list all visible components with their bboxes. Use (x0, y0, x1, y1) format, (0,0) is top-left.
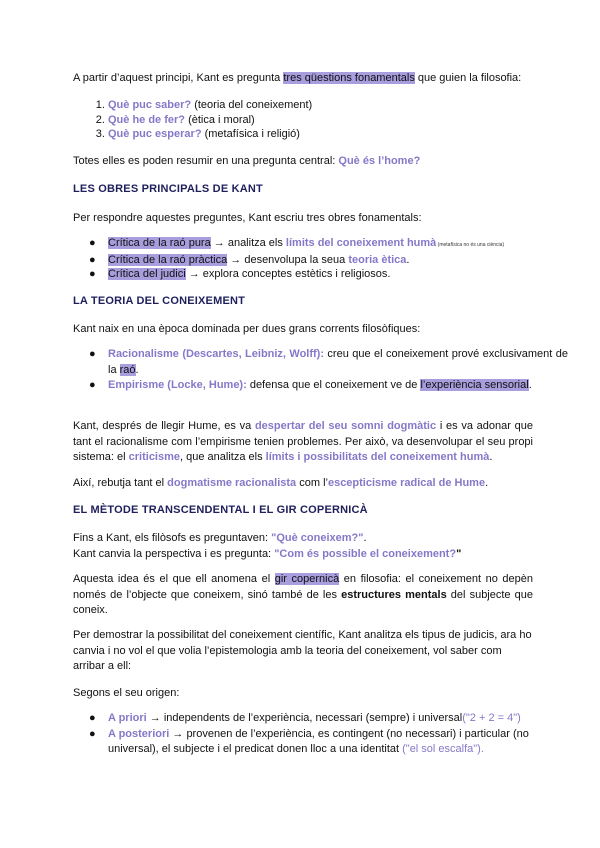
bullet-icon: ● (89, 348, 96, 360)
list-item: ● A priori → independents de l’experiència, necessari (sempre) i universal("2 + 2 = 4") (108, 711, 568, 727)
works-intro: Per respondre aquestes preguntes, Kant escriu tres obres fonamentals: (73, 212, 422, 224)
bullet-icon: ● (89, 268, 96, 280)
list-item: ● Crítica del judici → explora conceptes estètics i religiosos. (89, 268, 391, 280)
judgments-paragraph: Per demostrar la possibilitat del coneixement científic, Kant analitza els tipus de judicis, ara ho canvia i no vol el que volia l’epistemologia amb la teoria del coneixement, vol saber com arribar a ell: (73, 629, 532, 672)
origin-label: Segons el seu origen: (73, 687, 180, 699)
list-item: ● A posteriori → provenen de l’experiència, es contingent (no necessari) i particular (no universal), el subjecte i el predicat donen lloc a una identitat ("el sol escalfa"). (89, 727, 529, 755)
list-item: 1. Què puc saber? (teoria del coneixement) (108, 98, 568, 113)
list-item: 3. Què puc esperar? (metafísica i religió) (108, 127, 568, 142)
bullet-icon: ● (89, 379, 96, 391)
currents-intro: Kant naix en una època dominada per dues grans corrents filosòfiques: (73, 323, 421, 335)
central-question: Què és l’home? (338, 155, 421, 167)
questions-list (73, 98, 568, 142)
hume-paragraph: Kant, després de llegir Hume, es va despertar del seu somni dogmàtic i es va adonar que tant el racionalisme com l’empirisme tenien problemes. Per això, va desenvolupar el seu propi sistema: el criticisme, que analitza els límits i possibilitats del coneixement humà. (73, 420, 533, 463)
works-list (73, 236, 568, 282)
rejection-paragraph: Així, rebutja tant el dogmatisme racionalista com l’escepticisme radical de Hume. (73, 477, 489, 489)
bullet-icon: ● (89, 253, 96, 266)
summary-paragraph: Totes elles es poden resumir en una pregunta central: Què és l’home? (73, 155, 421, 167)
intro-text-end: que guien la filosofia: (414, 72, 522, 84)
copernican-paragraph: Aquesta idea és el que ell anomena el gir copernicà en filosofia: el coneixement no depèn només de l’objecte que coneixem, sinó també de les estructures mentals del subjecte que coneix. (73, 573, 534, 616)
bullet-icon: ● (89, 727, 96, 740)
section-heading: LES OBRES PRINCIPALS DE KANT (73, 183, 263, 195)
intro-paragraph (73, 70, 533, 86)
bullet-icon: ● (89, 237, 96, 249)
bullet-icon: ● (89, 712, 96, 724)
intro-highlight: tres qüestions fonamentals (283, 72, 415, 84)
intro-text: A partir d’aquest principi, Kant es pregunta (73, 72, 284, 84)
section-heading: LA TEORIA DEL CONEIXEMENT (73, 295, 246, 307)
question-shift-paragraph: Fins a Kant, els filòsofs es preguntaven: "Què coneixem?". Kant canvia la perspectiva i es pregunta: "Com és possible el coneixement?" (73, 532, 462, 560)
section-heading: EL MÈTODE TRANSCENDENTAL I EL GIR COPERNICÀ (73, 504, 368, 516)
list-item: ● Crítica de la raó pura → analitza els límits del coneixement humà (metafísica no és una ciència) (89, 237, 505, 249)
judgment-types-list (73, 711, 568, 758)
list-item: 2. Què he de fer? (ètica i moral) (108, 113, 568, 128)
list-item: ● Racionalisme (Descartes, Leibniz, Wolff): creu que el coneixement prové exclusivament de la raó. (89, 348, 568, 376)
currents-list (73, 347, 568, 394)
list-item: ● Crítica de la raó pràctica → desenvolupa la seua teoria ètica. (89, 253, 410, 266)
list-item: ● Empirisme (Locke, Hume): defensa que el coneixement ve de l’experiència sensorial. (108, 378, 568, 394)
